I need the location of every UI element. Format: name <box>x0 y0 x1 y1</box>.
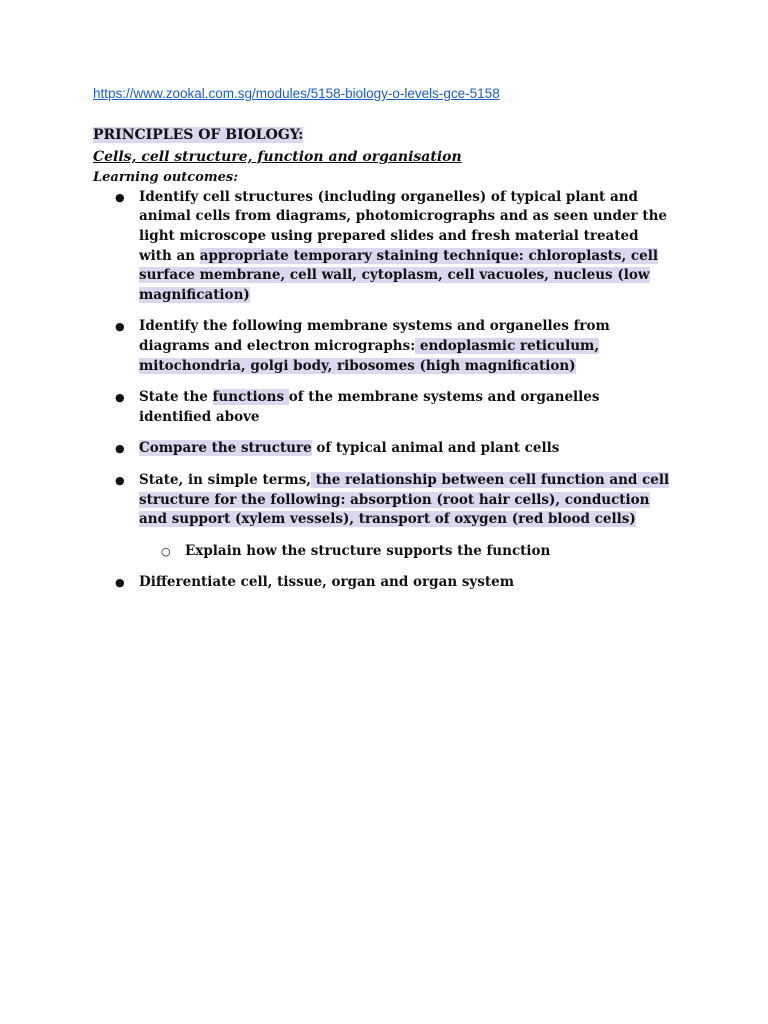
outcome-text: State the <box>139 389 213 406</box>
hollow-bullet-icon: ○ <box>161 544 171 558</box>
document-body <box>93 126 673 605</box>
outcome-text-end: of the membrane systems and organelles identified above <box>139 389 600 425</box>
list-item <box>93 317 673 376</box>
bullet-icon: ● <box>115 576 125 590</box>
bullet-icon: ● <box>115 473 125 487</box>
list-item <box>93 439 673 459</box>
outcome-highlight: appropriate temporary staining technique: chloroplasts, cell surface membrane, cell wall, cytoplasm, cell vacuoles, nucleus (low magnification) <box>139 247 658 303</box>
learning-outcomes-list <box>93 188 673 593</box>
bullet-icon: ● <box>115 391 125 405</box>
topic-subheading: Cells, cell structure, function and organisation <box>93 148 462 165</box>
sub-list <box>139 542 673 562</box>
list-item <box>93 573 673 593</box>
outcome-text: Identify the following membrane systems and organelles from diagrams and electron micrographs: <box>139 318 610 354</box>
list-item <box>93 188 673 306</box>
bullet-icon: ● <box>115 190 125 204</box>
list-item <box>93 388 673 427</box>
section-heading: PRINCIPLES OF BIOLOGY: <box>93 127 304 143</box>
outcome-highlight: the relationship between cell function and cell structure for the following: absorption (root hair cells), conduction and support (xylem vessels), transport of oxygen (red blood cells) <box>139 471 670 528</box>
outcome-text: State, in simple terms, <box>139 471 311 488</box>
outcome-highlight: endoplasmic reticulum, mitochondria, golgi body, ribosomes (high magnification) <box>139 337 600 374</box>
outcome-highlight: Compare the structure <box>139 440 312 457</box>
sub-list-item <box>139 542 673 562</box>
outcome-text-end: of typical animal and plant cells <box>311 440 560 457</box>
outcome-text: Identify cell structures (including organelles) of typical plant and animal cells from diagrams, photomicrographs and as seen under the light microscope using prepared slides and fresh material treated with an <box>139 188 667 264</box>
outcome-highlight: functions <box>212 389 289 406</box>
bullet-icon: ● <box>115 320 125 334</box>
outcome-text: Differentiate cell, tissue, organ and organ system <box>139 574 514 591</box>
source-link[interactable]: https://www.zookal.com.sg/modules/5158-biology-o-levels-gce-5158 <box>93 86 500 101</box>
list-item <box>93 471 673 561</box>
learning-outcomes-label: Learning outcomes: <box>93 170 238 186</box>
bullet-icon: ● <box>115 442 125 456</box>
sub-item-text: Explain how the structure supports the function <box>185 542 551 559</box>
